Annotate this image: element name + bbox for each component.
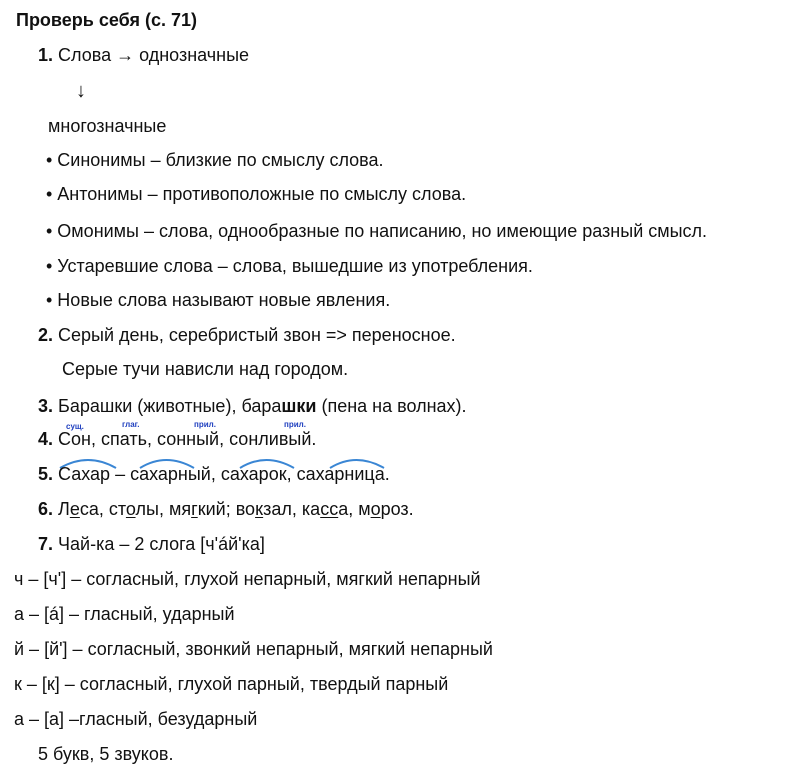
ex5-line: 5. Сахар – сахарный, сахарок, сахарница. bbox=[38, 464, 390, 484]
pos-tag: сущ. bbox=[66, 422, 84, 431]
pos-tag: прил. bbox=[284, 420, 306, 429]
ex3-line: 3. Барашки (животные), барашки (пена на волнах). bbox=[38, 396, 467, 416]
sound-line: к – [к] – согласный, глухой парный, твердый парный bbox=[14, 674, 449, 694]
ex2-line2: Серые тучи нависли над городом. bbox=[62, 359, 349, 379]
ex7-line: 7. Чай-ка – 2 слога [ч'áй'ка] bbox=[38, 534, 265, 554]
ex1-bullet: • Антонимы – противоположные по смыслу слова. bbox=[46, 184, 467, 204]
ex1-bullet: • Устаревшие слова – слова, вышедшие из употребления. bbox=[46, 256, 533, 276]
page-title: Проверь себя (с. 71) bbox=[16, 10, 198, 30]
ex7-summary: 5 букв, 5 звуков. bbox=[38, 744, 174, 764]
ex1-line-b: многозначные bbox=[48, 116, 167, 136]
arrow-down-icon: ↓ bbox=[76, 80, 86, 102]
ex6-line: 6. Леса, столы, мягкий; вокзал, касса, мороз. bbox=[38, 499, 414, 519]
sound-line: ч – [ч'] – согласный, глухой непарный, мягкий непарный bbox=[14, 569, 481, 589]
sound-line: й – [й'] – согласный, звонкий непарный, мягкий непарный bbox=[14, 639, 493, 659]
pos-tag: прил. bbox=[194, 420, 216, 429]
ex1-bullet: • Новые слова называют новые явления. bbox=[46, 290, 391, 310]
sound-line: а – [а] –гласный, безударный bbox=[14, 709, 258, 729]
pos-tag: глаг. bbox=[122, 420, 140, 429]
sound-line: а – [á] – гласный, ударный bbox=[14, 604, 235, 624]
ex4-line: 4. Сон, спать, сонный, сонливый. bbox=[38, 429, 317, 449]
ex2-line1: 2. Серый день, серебристый звон => переносное. bbox=[38, 325, 456, 345]
ex1-line-a: 1. Слова → однозначные bbox=[38, 45, 250, 65]
ex1-bullet: • Омонимы – слова, однообразные по написанию, но имеющие разный смысл. bbox=[46, 221, 708, 241]
ex1-bullet: • Синонимы – близкие по смыслу слова. bbox=[46, 150, 384, 170]
